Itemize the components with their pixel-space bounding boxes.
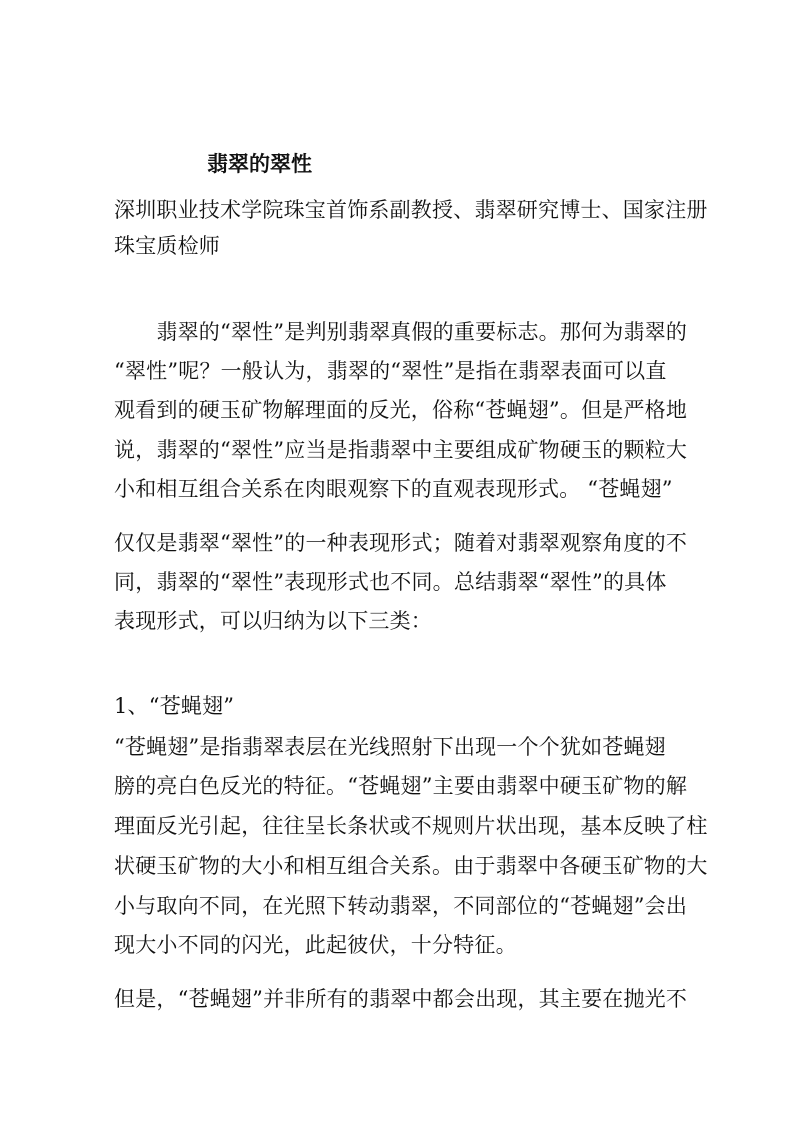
author-line-2: 珠宝质检师 — [114, 234, 220, 258]
intro-line-6: 仅仅是翡翠“翠性”的一种表现形式；随着对翡翠观察角度的不 — [114, 531, 688, 555]
section-1-line-2: 膀的亮白色反光的特征。“苍蝇翅”主要由翡翠中硬玉矿物的解 — [114, 774, 688, 798]
intro-line-7: 同，翡翠的“翠性”表现形式也不同。总结翡翠“翠性”的具体 — [114, 570, 667, 594]
section-1-line-3: 理面反光引起，往往呈长条状或不规则片状出现，基本反映了柱 — [114, 814, 708, 838]
intro-line-1: 翡翠的“翠性”是判别翡翠真假的重要标志。那何为翡翠的 — [114, 320, 688, 344]
section-1-line-5: 小与取向不同，在光照下转动翡翠，不同部位的“苍蝇翅”会出 — [114, 894, 688, 918]
section-1-line-7: 但是，“苍蝇翅”并非所有的翡翠中都会出现，其主要在抛光不 — [114, 987, 688, 1011]
intro-line-8: 表现形式，可以归纳为以下三类： — [114, 609, 432, 633]
intro-line-2: “翠性”呢？一般认为，翡翠的“翠性”是指在翡翠表面可以直 — [114, 359, 667, 383]
intro-line-5: 小和相互组合关系在肉眼观察下的直观表现形式。 “苍蝇翅” — [114, 477, 673, 501]
section-1-heading: 1、“苍蝇翅” — [114, 694, 235, 718]
section-1-line-1: “苍蝇翅”是指翡翠表层在光线照射下出现一个个犹如苍蝇翅 — [114, 735, 666, 759]
author-line-1: 深圳职业技术学院珠宝首饰系副教授、翡翠研究博士、国家注册 — [114, 198, 708, 222]
intro-line-4: 说，翡翠的“翠性”应当是指翡翠中主要组成矿物硬玉的颗粒大 — [114, 438, 688, 462]
section-1-line-4: 状硬玉矿物的大小和相互组合关系。由于翡翠中各硬玉矿物的大 — [114, 854, 708, 878]
document-title: 翡翠的翠性 — [207, 152, 312, 176]
intro-line-3: 观看到的硬玉矿物解理面的反光，俗称“苍蝇翅”。但是严格地 — [114, 398, 688, 422]
section-1-line-6: 现大小不同的闪光，此起彼伏，十分特征。 — [114, 933, 517, 957]
